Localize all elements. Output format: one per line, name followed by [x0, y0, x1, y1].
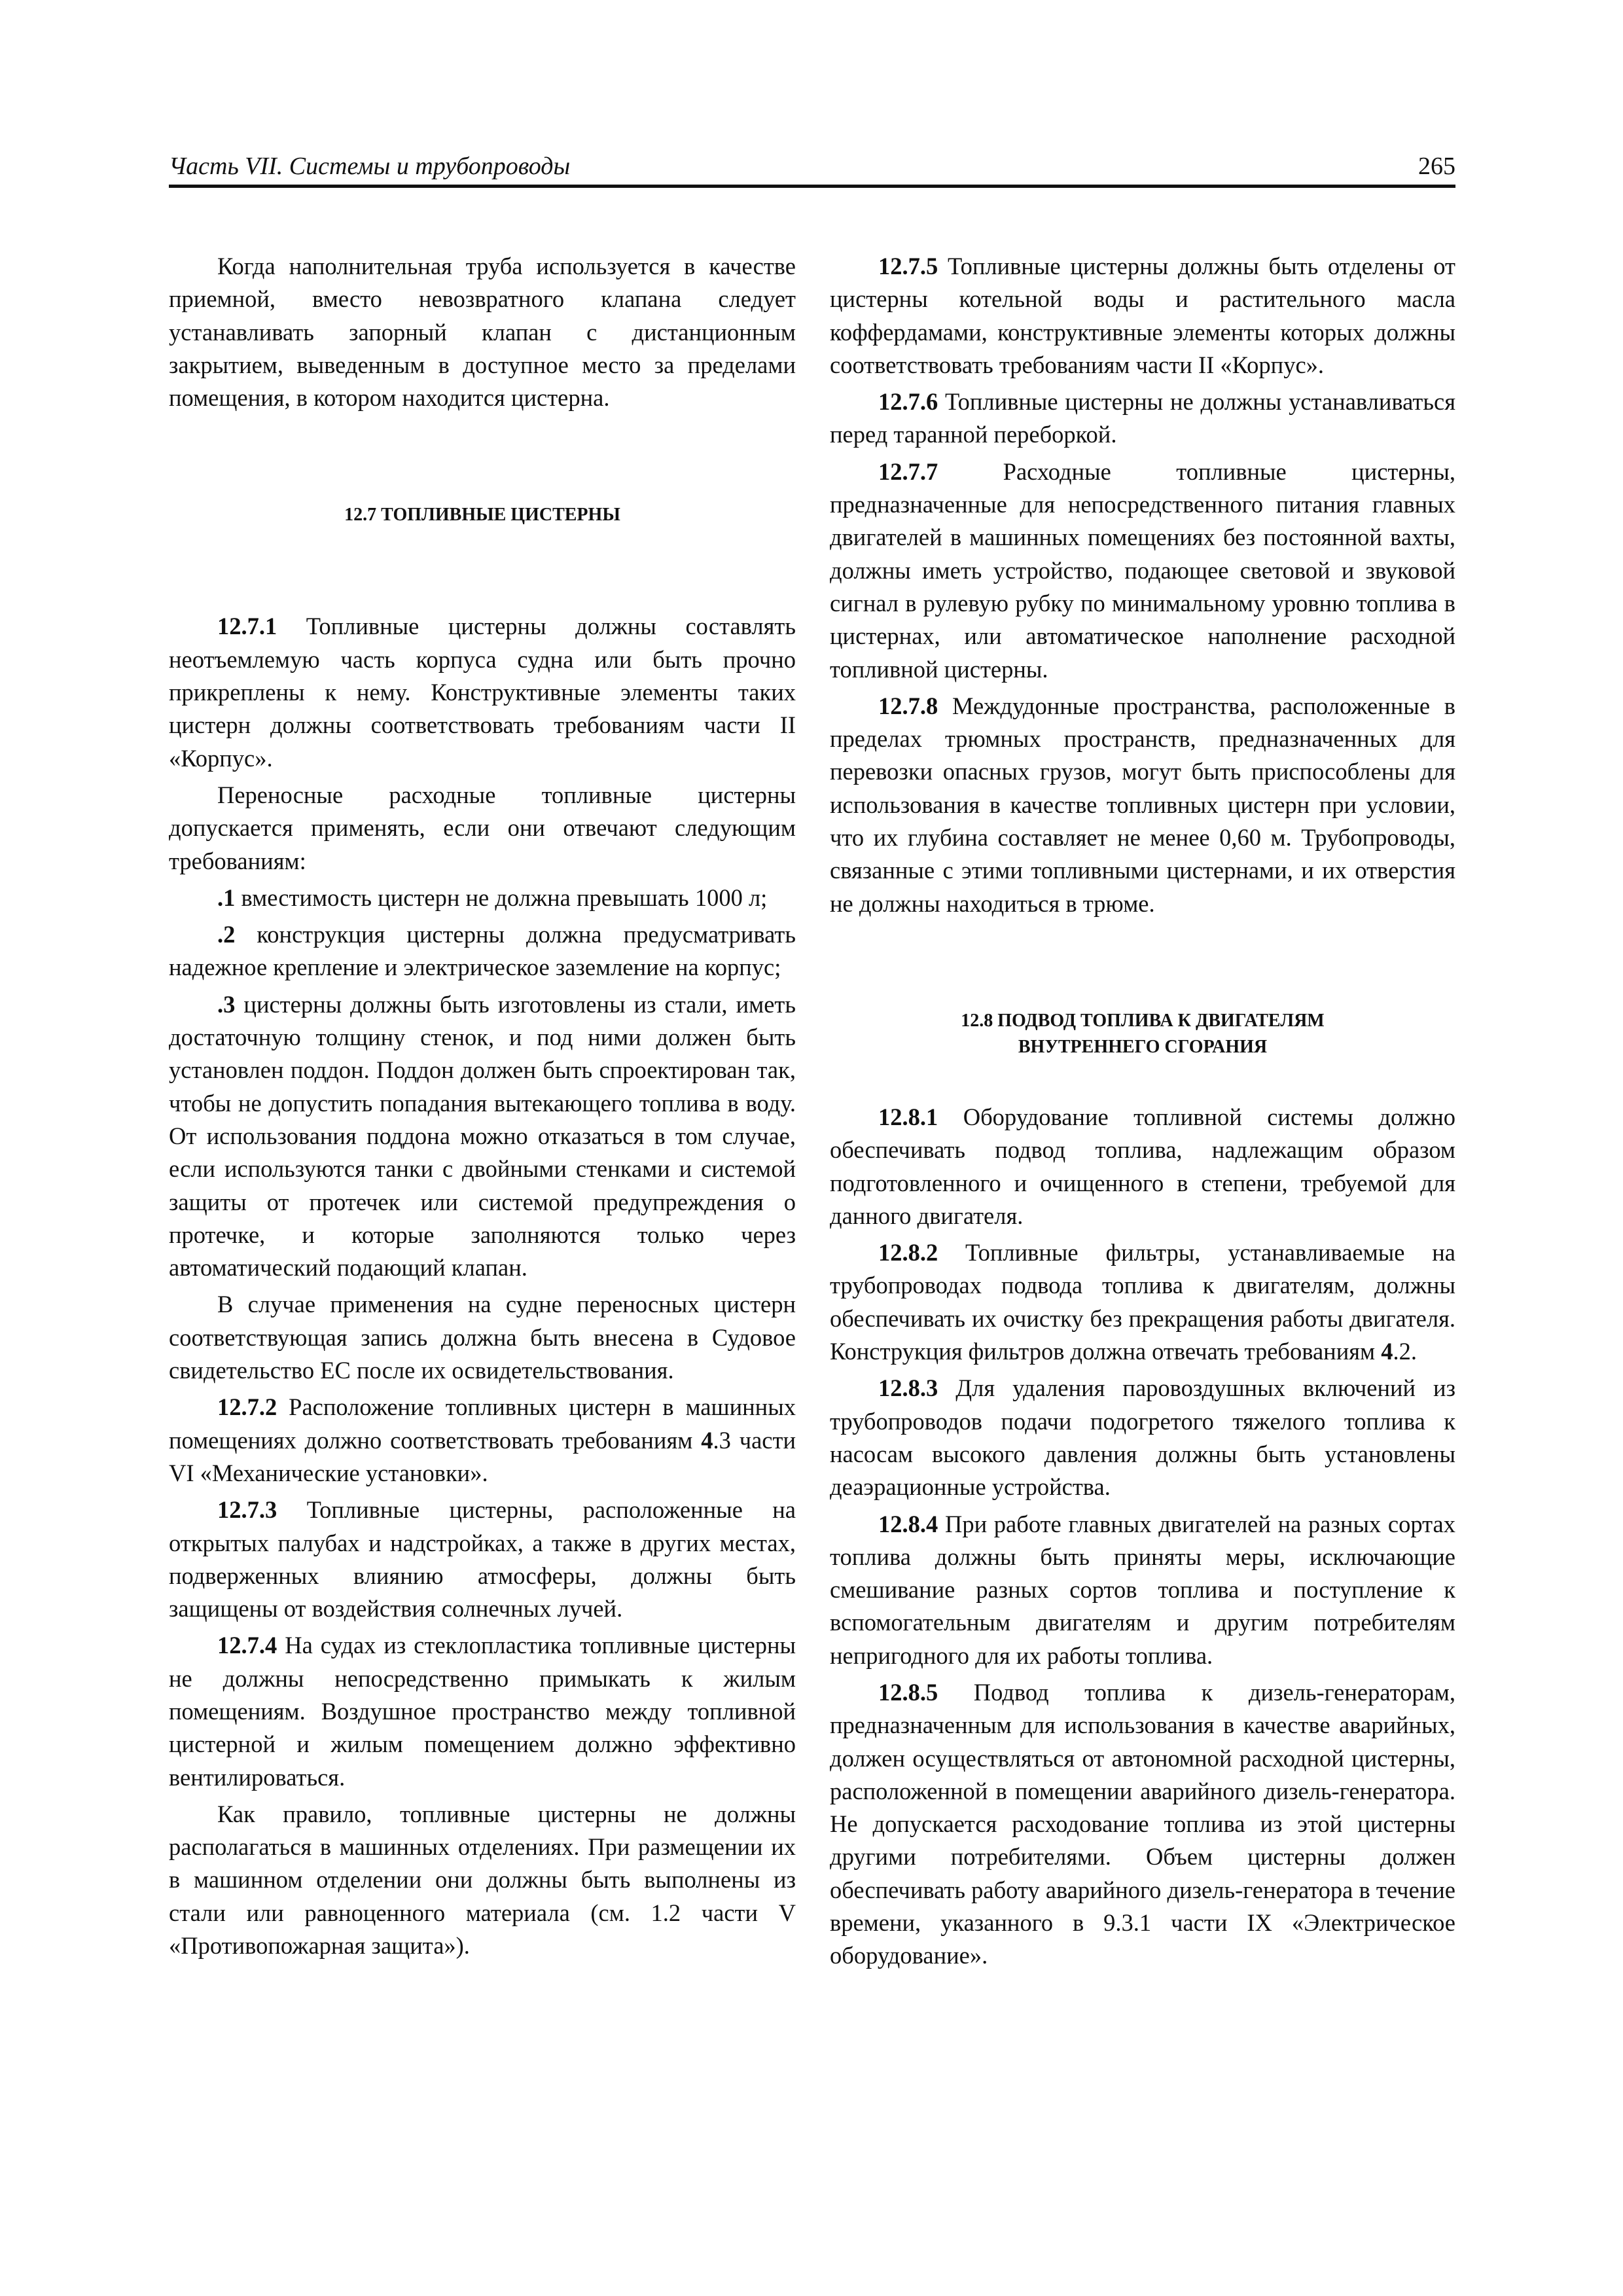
paragraph-12-8-3 [830, 1372, 1455, 1503]
clause-number: 12.7.7 [878, 457, 938, 485]
paragraph-12-7-8 [830, 690, 1455, 920]
paragraph-12-7-7 [830, 456, 1455, 686]
clause-text: Топливные цистерны должны быть отделены от цистерны котельной воды и растительного масла коффердамами, конструктивные элементы которых должны соответствовать требованиям части II «Корпус». [830, 253, 1455, 378]
clause-reference: 4 [701, 1426, 713, 1454]
spacer [830, 1060, 1455, 1101]
clause-text: Расположение топливных цистерн в машинных помещениях должно соответствовать требованиям [169, 1393, 796, 1454]
list-item-2 [169, 918, 796, 984]
clause-text: При работе главных двигателей на разных сортах топлива должны быть приняты меры, исключающие смешивание разных сортов топлива и поступление к вспомогательным двигателям и другим потребителям непригодного для их работы топлива. [830, 1510, 1455, 1669]
clause-number: 12.8.3 [878, 1374, 938, 1402]
spacer [169, 418, 796, 502]
section-heading-12-7: 12.7 ТОПЛИВНЫЕ ЦИСТЕРНЫ [344, 505, 620, 526]
clause-number: 12.7.2 [217, 1393, 277, 1421]
paragraph-12-7-5 [830, 250, 1455, 382]
clause-number: 12.7.5 [878, 253, 938, 279]
paragraph-12-7-4 [169, 1629, 796, 1793]
spacer [830, 924, 1455, 1008]
clause-text: Топливные цистерны должны составлять неотъемлемую часть корпуса судна или быть прочно прикреплены к нему. Конструктивные элементы таких цистерн должны соответствовать требованиям части II «Корпус». [169, 613, 796, 772]
clause-number: 12.7.6 [878, 388, 938, 416]
page-number: 265 [1418, 152, 1455, 180]
clause-number: 12.8.5 [878, 1678, 938, 1706]
paragraph-12-7-6 [830, 386, 1455, 452]
clause-number: 12.7.8 [878, 692, 938, 719]
spacer [169, 528, 796, 610]
clause-text: Топливные фильтры, устанавливаемые на трубопроводах подвода топлива к двигателям, должны обеспечивать их очистку без прекращения работы двигателя. Конструкция фильтров должна отвечать требованиям [830, 1239, 1455, 1365]
list-item-3 [169, 988, 796, 1285]
clause-text: .3 части VI «Механические установки». [169, 1426, 796, 1486]
right-column [830, 250, 1455, 1977]
section-heading-12-8 [830, 1008, 1455, 1060]
item-number: .2 [217, 921, 236, 948]
clause-text: .2. [1393, 1338, 1417, 1365]
clause-number: 12.7.4 [217, 1632, 277, 1659]
clause-text: Оборудование топливной системы должно обеспечивать подвод топлива, надлежащим образом подготовленного и очищенного в степени, требуемой для данного двигателя. [830, 1103, 1455, 1229]
section-heading-line: ВНУТРЕННЕГО СГОРАНИЯ [1018, 1036, 1268, 1057]
clause-number: 12.8.2 [878, 1239, 938, 1266]
clause-number: 12.8.4 [878, 1510, 938, 1537]
item-text: вместимость цистерн не должна превышать 1000 л; [235, 884, 768, 911]
clause-number: 12.7.1 [217, 613, 277, 640]
clause-text: Подвод топлива к дизель-генераторам, предназначенным для использования в качестве аварийных, должен осуществляться от автономной расходной цистерны, расположенной в помещении аварийного дизель-генератора. Не допускается расходование топлива из этой цистерны другими потребителями. Объем цистерны должен обеспечивать работу аварийного дизель-генератора в течение времени, указанного в 9.3.1 части IX «Электрическое оборудование». [830, 1678, 1455, 1969]
paragraph-12-8-4 [830, 1508, 1455, 1672]
clause-reference: 4 [1381, 1338, 1393, 1365]
clause-text: На судах из стеклопластика топливные цистерны не должны непосредственно примыкать к жилым помещениям. Воздушное пространство между топливной цистерной и жилым помещением должно эффективно вентилироваться. [169, 1632, 796, 1791]
paragraph-12-7-2 [169, 1391, 796, 1490]
clause-text: Междудонные пространства, расположенные в пределах трюмных пространств, предназначенных для перевозки опасных грузов, могут быть приспособлены для использования в качестве топливных цистерн при условии, что их глубина составляет не менее 0,60 м. Трубопроводы, связанные с этими топливными цистернами, и их отверстия не должны находиться в трюме. [830, 692, 1455, 917]
paragraph-12-7-1 [169, 610, 796, 774]
clause-text: Расходные топливные цистерны, предназначенные для непосредственного питания главных двигателей в машинных помещениях без постоянной вахты, должны иметь устройство, подающее световой и звуковой сигнал в рулевую рубку по минимальному уровню топлива в цистернах, или автоматическое наполнение расходной топливной цистерны. [830, 457, 1455, 683]
item-text: конструкция цистерны должна предусматривать надежное крепление и электрическое заземление на корпус; [169, 921, 796, 981]
item-number: .1 [217, 884, 236, 911]
header-title: Часть VII. Системы и трубопроводы [169, 152, 571, 180]
paragraph-12-8-2 [830, 1236, 1455, 1368]
clause-text: Топливные цистерны не должны устанавливаться перед таранной переборкой. [830, 388, 1455, 448]
item-number: .3 [217, 990, 236, 1018]
paragraph-12-7-3 [169, 1494, 796, 1625]
clause-number: 12.8.1 [878, 1103, 938, 1130]
paragraph-record: В случае применения на судне переносных цистерн соответствующая запись должна быть внесена в Судовое свидетельство ЕС после их освидетельствования. [169, 1291, 796, 1384]
section-heading-line: 12.8 ПОДВОД ТОПЛИВА К ДВИГАТЕЛЯМ [961, 1010, 1325, 1031]
paragraph-fill-pipe: Когда наполнительная труба используется в качестве приемной, вместо невозвратного клапана следует устанавливать запорный клапан с дистанционным закрытием, выведенным в доступное место за пределами помещения, в котором находится цистерна. [169, 253, 796, 412]
clause-number: 12.7.3 [217, 1496, 277, 1524]
paragraph-12-8-1 [830, 1101, 1455, 1232]
list-item-1 [169, 882, 796, 914]
paragraph-as-a-rule: Как правило, топливные цистерны не должны располагаться в машинных отделениях. При размещении их в машинном отделении они должны быть выполнены из стали или равноценного материала (см. 1.2 части V «Противопожарная защита»). [169, 1800, 796, 1960]
clause-text: Топливные цистерны, расположенные на открытых палубах и надстройках, а также в других местах, подверженных влиянию атмосферы, должны быть защищены от воздействия солнечных лучей. [169, 1496, 796, 1623]
running-header [169, 145, 1455, 188]
item-text: цистерны должны быть изготовлены из стали, иметь достаточную толщину стенок, и под ними должен быть установлен поддон. Поддон должен быть спроектирован так, чтобы не допустить попадания вытекающего топлива в воду. От использования поддона можно отказаться в том случае, если используются танки с двойными стенками и системой защиты от протечек или системой предупреждения о протечке, и которые заполняются только через автоматический подающий клапан. [169, 990, 796, 1282]
paragraph-portable-tanks: Переносные расходные топливные цистерны допускается применять, если они отвечают следующим требованиям: [169, 781, 796, 874]
left-column [169, 250, 796, 1966]
paragraph-12-8-5 [830, 1676, 1455, 1973]
clause-text: Для удаления паровоздушных включений из трубопроводов подачи подогретого тяжелого топлива к насосам высокого давления должны быть установлены деаэрационные устройства. [830, 1374, 1455, 1501]
